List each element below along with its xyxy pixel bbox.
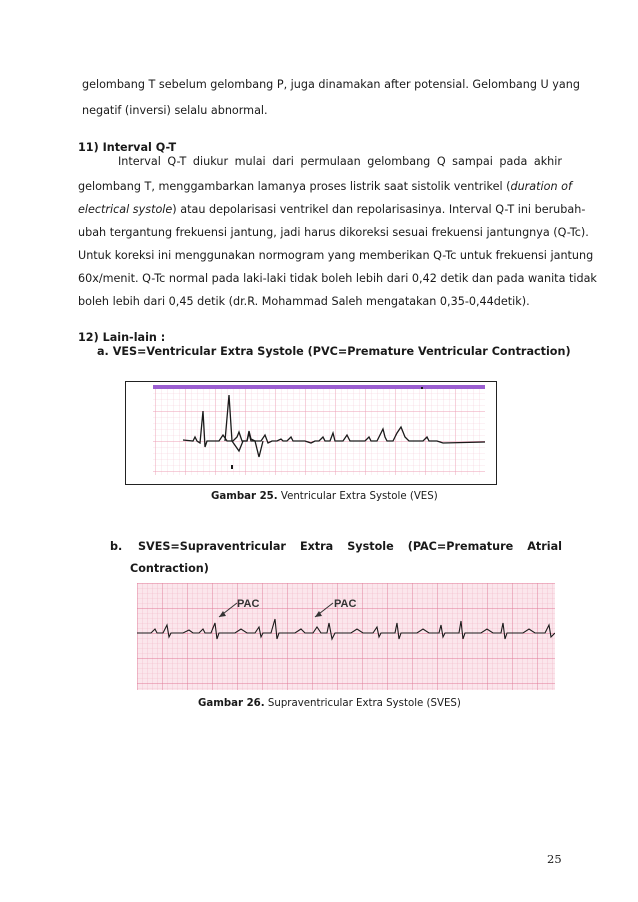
- section-12-heading: 12) Lain-lain :: [78, 331, 166, 344]
- figure-26-ecg: [137, 583, 555, 690]
- item-b-word-1: SVES=Supraventricular: [138, 540, 286, 553]
- item-b-word-3: Systole: [347, 540, 394, 553]
- s11-text-3b: ) atau depolarisasi ventrikel dan repolarisasinya. Interval Q-T ini berubah-: [172, 203, 586, 216]
- item-b-word-5: Atrial: [527, 540, 562, 553]
- s11-text-4: ubah tergantung frekuensi jantung, jadi harus dikoreksi sesuai frekuensi jantungnya (Q-Tc).: [78, 226, 589, 239]
- section-11-line-5: [78, 249, 594, 262]
- pac-label-1: PAC: [237, 598, 260, 610]
- item-b-word-4: (PAC=Premature: [407, 540, 514, 553]
- intro-text-2: negatif (inversi) selalu abnormal.: [82, 104, 268, 117]
- item-a-title: a. VES=Ventricular Extra Systole (PVC=Premature Ventricular Contraction): [97, 345, 571, 358]
- item-b-line-2: Contraction): [130, 562, 209, 575]
- item-b-marker: b.: [110, 540, 123, 553]
- section-11-line-1: [118, 155, 562, 168]
- figure-25-grid: [153, 389, 485, 475]
- section-11-line-7: [78, 295, 530, 308]
- s11-text-2a: gelombang T, menggambarkan lamanya proses listrik saat sistolik ventrikel (: [78, 180, 511, 193]
- s11-text-3a: electrical systole: [78, 203, 173, 216]
- section-11-line-4: [78, 226, 589, 239]
- intro-line-2: [82, 104, 268, 117]
- figure-25-caption: [211, 491, 438, 502]
- intro-line-1: [82, 78, 580, 91]
- section-11-line-6: [78, 272, 597, 285]
- figure-26-caption: [198, 698, 461, 709]
- ves-marker-top: [421, 387, 423, 389]
- s11-text-1: Interval Q-T diukur mulai dari permulaan gelombang Q sampai pada akhir: [118, 155, 562, 168]
- figure-25-top-bar: [153, 385, 485, 389]
- s11-text-2b: duration of: [510, 180, 572, 193]
- section-11-heading: 11) Interval Q-T: [78, 141, 177, 154]
- figure-25-ecg: [125, 381, 497, 485]
- item-b-line-1: [138, 540, 562, 553]
- s11-text-6: 60x/menit. Q-Tc normal pada laki-laki tidak boleh lebih dari 0,42 detik dan pada wanita tidak: [78, 272, 597, 285]
- intro-text-1: gelombang T sebelum gelombang P, juga dinamakan after potensial. Gelombang U yang: [82, 78, 580, 91]
- section-11-line-3: [78, 203, 586, 216]
- pac-label-2: PAC: [334, 598, 357, 610]
- s11-text-5: Untuk koreksi ini menggunakan normogram yang memberikan Q-Tc untuk frekuensi jantung: [78, 249, 594, 262]
- figure-25-text: Ventricular Extra Systole (VES): [280, 491, 438, 502]
- figure-25-label: Gambar 25.: [211, 491, 278, 502]
- ves-marker-bottom: [231, 465, 233, 469]
- section-11-line-2: [78, 180, 572, 193]
- item-b-word-2: Extra: [299, 540, 334, 553]
- figure-26-label: Gambar 26.: [198, 698, 265, 709]
- page-number: 25: [547, 852, 562, 866]
- figure-26-text: Supraventricular Extra Systole (SVES): [267, 698, 461, 709]
- s11-text-7: boleh lebih dari 0,45 detik (dr.R. Mohammad Saleh mengatakan 0,35-0,44detik).: [78, 295, 530, 308]
